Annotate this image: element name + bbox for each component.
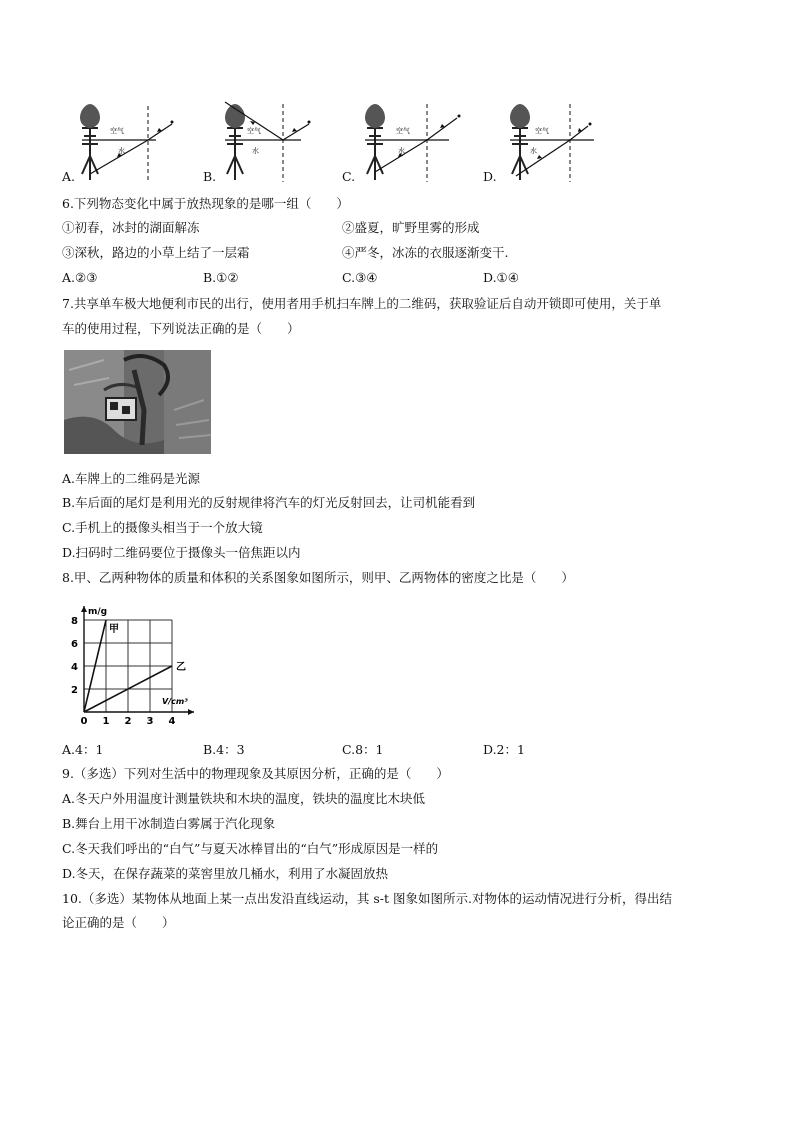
q6-stem: 6.下列物态变化中属于放热现象的是哪一组（ ） bbox=[62, 196, 349, 211]
mass-volume-chart bbox=[64, 596, 204, 732]
q9-option-d: D.冬天，在保存蔬菜的菜窖里放几桶水，利用了水凝固放热 bbox=[62, 866, 389, 881]
series-label-yi: 乙 bbox=[176, 662, 186, 673]
water-label-d: 水 bbox=[530, 147, 537, 155]
q6-item-3: ③深秋，路边的小草上结了一层霜 bbox=[62, 245, 250, 260]
q5-diagram-a bbox=[80, 104, 174, 182]
q9-option-b: B.舞台上用干冰制造白雾属于汽化现象 bbox=[62, 816, 276, 831]
q7-stem-line2: 车的使用过程，下列说法正确的是（ ） bbox=[62, 321, 300, 336]
q6-option-a: A.②③ bbox=[62, 270, 98, 285]
water-label-c: 水 bbox=[398, 147, 405, 155]
q7-option-a: A.车牌上的二维码是光源 bbox=[62, 471, 201, 486]
q6-item-2: ②盛夏，旷野里雾的形成 bbox=[342, 220, 480, 235]
q6-option-b: B.①② bbox=[203, 270, 239, 285]
y-axis-label: m/g bbox=[88, 607, 108, 617]
x-tick-label: 2 bbox=[124, 716, 132, 727]
q6-item-1: ①初春，冰封的湖面解冻 bbox=[62, 220, 200, 235]
y-tick-label: 6 bbox=[71, 639, 78, 650]
q7-stem-line1: 7.共享单车极大地便利市民的出行，使用者用手机扫车牌上的二维码，获取验证后自动开锁即可使用，关于单 bbox=[62, 296, 662, 311]
y-tick-label: 8 bbox=[71, 616, 78, 627]
air-label-a: 空气 bbox=[110, 127, 124, 135]
q7-option-c: C.手机上的摄像头相当于一个放大镜 bbox=[62, 520, 263, 535]
q5-option-d-label: D. bbox=[483, 169, 497, 184]
q5-option-b-label: B. bbox=[203, 169, 217, 184]
q10-stem-line2: 论正确的是（ ） bbox=[62, 915, 175, 930]
q7-option-d: D.扫码时二维码要位于摄像头一倍焦距以内 bbox=[62, 545, 301, 560]
q5-option-a-label: A. bbox=[62, 169, 76, 184]
x-tick-label: 1 bbox=[102, 716, 110, 727]
q8-option-c: C.8：1 bbox=[342, 742, 384, 757]
q8-option-b: B.4：3 bbox=[203, 742, 245, 757]
q5-diagram-d bbox=[510, 104, 594, 182]
y-axis-arrow bbox=[81, 606, 87, 612]
q9-option-a: A.冬天户外用温度计测量铁块和木块的温度，铁块的温度比木块低 bbox=[62, 791, 426, 806]
x-tick-label: 4 bbox=[168, 716, 176, 727]
q5-option-c-label: C. bbox=[342, 169, 356, 184]
q9-stem: 9.（多选）下列对生活中的物理现象及其原因分析，正确的是（ ） bbox=[62, 766, 449, 781]
q8-option-d: D.2：1 bbox=[483, 742, 525, 757]
q10-stem-line1: 10.（多选）某物体从地面上某一点出发沿直线运动，其 s-t 图象如图所示.对物体的运动情况进行分析，得出结 bbox=[62, 891, 672, 906]
q6-item-4: ④严冬，冰冻的衣服逐渐变干. bbox=[342, 245, 509, 260]
q5-diagram-b bbox=[225, 102, 311, 182]
water-label-b: 水 bbox=[252, 147, 259, 155]
q8-option-a: A.4：1 bbox=[62, 742, 104, 757]
q5-diagram-c bbox=[365, 104, 461, 182]
q7-option-b: B.车后面的尾灯是利用光的反射规律将汽车的灯光反射回去，让司机能看到 bbox=[62, 495, 476, 510]
q5-ray-diagrams bbox=[60, 96, 620, 186]
series-label-jia: 甲 bbox=[109, 624, 119, 635]
air-label-b: 空气 bbox=[247, 127, 261, 135]
q8-stem: 8.甲、乙两种物体的质量和体积的关系图象如图所示，则甲、乙两物体的密度之比是（ ） bbox=[62, 570, 574, 585]
bike-photo bbox=[64, 350, 211, 454]
q6-option-c: C.③④ bbox=[342, 270, 378, 285]
y-tick-label: 2 bbox=[71, 685, 78, 696]
x-axis-label: V/cm³ bbox=[162, 697, 188, 706]
air-label-d: 空气 bbox=[535, 127, 549, 135]
air-label-c: 空气 bbox=[396, 127, 410, 135]
water-label-a: 水 bbox=[118, 147, 125, 155]
y-tick-label: 4 bbox=[71, 662, 78, 673]
x-tick-label: 3 bbox=[146, 716, 154, 727]
x-axis-arrow bbox=[188, 709, 194, 715]
bike-photo-graphic bbox=[64, 350, 211, 454]
q9-option-c: C.冬天我们呼出的“白气”与夏天冰棒冒出的“白气”形成原因是一样的 bbox=[62, 841, 439, 856]
mass-volume-chart-svg bbox=[64, 596, 204, 732]
q5-figures bbox=[60, 96, 620, 186]
x-tick-label: 0 bbox=[80, 716, 88, 727]
q6-option-d: D.①④ bbox=[483, 270, 519, 285]
